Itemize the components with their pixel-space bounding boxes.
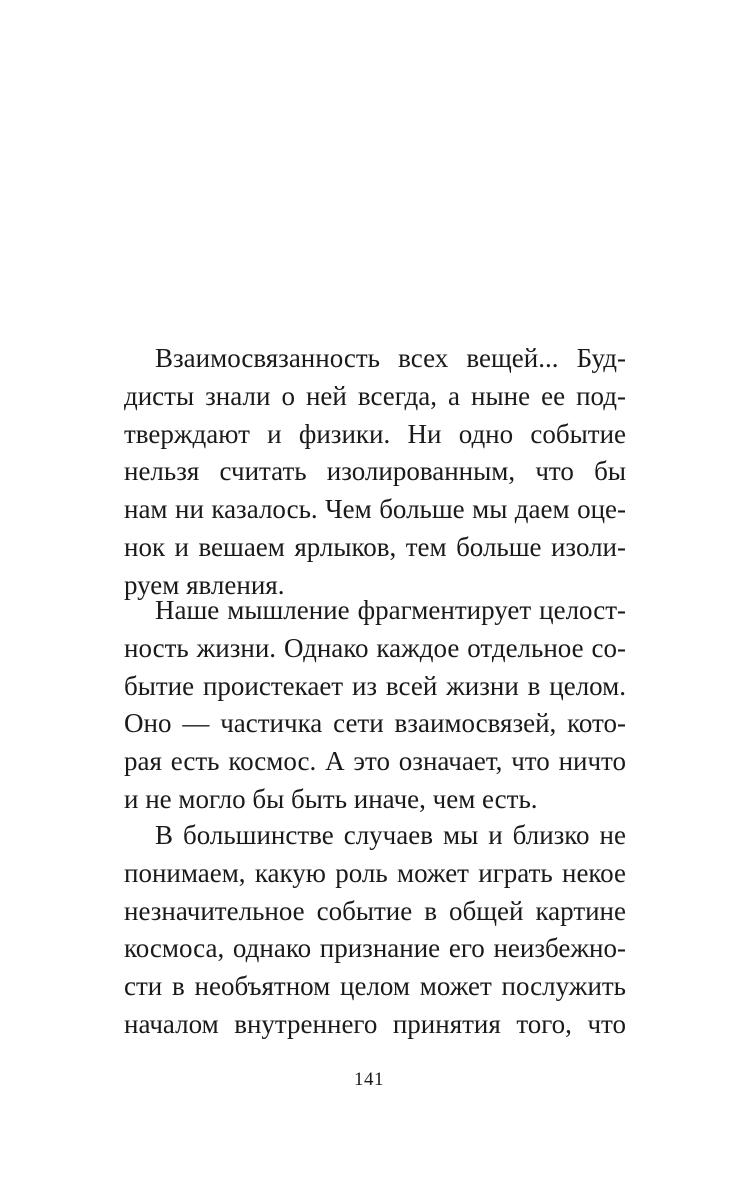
text-line: бытие проистекает из всей жизни в целом. [124,670,626,701]
text-line: Взаимосвязанность всех вещей... Буд- [155,343,626,373]
text-line: началом внутреннего принятия того, что [124,1008,626,1039]
text-line: нок и вешаем ярлыков, тем больше изоли- [124,531,626,562]
text-line: тверждают и физики. Ни одно событие [124,418,626,449]
text-line: Оно — частичка сети взаимосвязей, кото- [124,708,626,739]
text-line: дисты знали о ней всегда, а ныне ее под- [124,380,626,411]
paragraph-acceptance [124,817,626,1044]
text-line: рая есть космос. А это означает, что ничто [124,746,626,777]
text-line: понимаем, какую роль может играть некое [124,857,626,888]
text-line: нельзя считать изолированным, что бы [124,456,626,487]
text-line: незначительное событие в общей картине [124,895,626,926]
paragraph-interconnectedness [124,340,626,605]
text-line: руем явления. [124,569,285,600]
page-number: 141 [354,1069,384,1090]
text-line: Наше мышление фрагментирует целост- [155,595,626,625]
text-line: космоса, однако признание его неизбежно- [124,933,626,964]
text-line: сти в необъятном целом может послужить [124,971,626,1002]
text-line: и не могло бы быть иначе, чем есть. [124,783,538,814]
paragraph-fragmentation [124,592,626,819]
text-line: ность жизни. Однако каждое отдельное со- [124,632,626,663]
text-line: нам ни казалось. Чем больше мы даем оце- [124,494,626,525]
text-line: В большинстве случаев мы и близко не [155,820,626,850]
